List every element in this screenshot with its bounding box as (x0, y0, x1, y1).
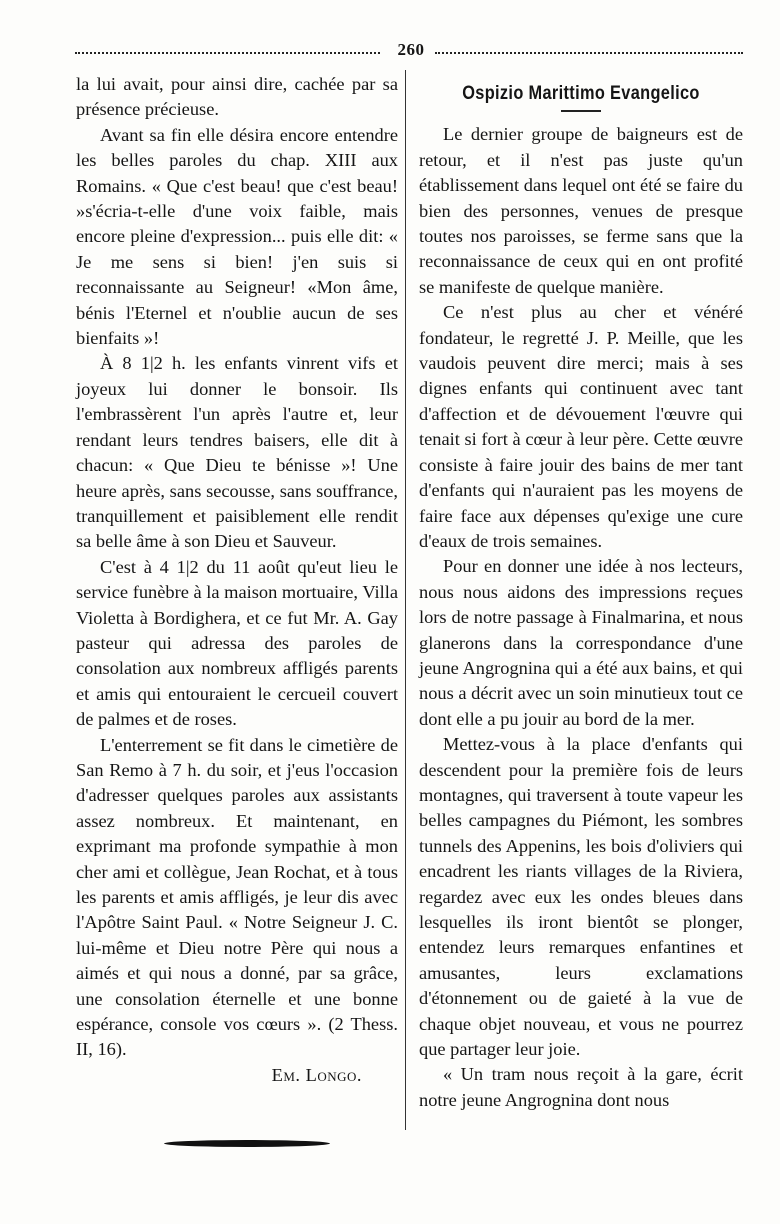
section-title: Ospizio Marittimo Evangelico (462, 83, 700, 104)
page-number: 260 (397, 40, 425, 59)
end-of-article-rule (164, 1140, 330, 1147)
header-rule-left (75, 52, 380, 54)
paragraph: À 8 1|2 h. les enfants vinrent vifs et joyeux lui donner le bonsoir. Ils l'embrassèrent l'un après l'autre et, leur rendant leurs tendres baisers, elle dit à chacun: « Que Dieu te bénisse »! Une heure après, sans secousse, sans souffrance, tranquillement et paisiblement elle rendit sa belle âme à son Dieu et Sauveur. (76, 353, 398, 552)
title-rule (561, 110, 601, 112)
signature-prefix: Em. (271, 1064, 306, 1085)
page-header (75, 40, 743, 60)
right-column (419, 81, 743, 1113)
paragraph: Avant sa fin elle désira encore entendre les belles paroles du chap. XIII aux Romains. « Que c'est beau! que c'est beau! »s'écria-t-elle d'une voix faible, mais encore pleine d'expression... puis elle dit: « Je me sens si bien! j'en suis si reconnaissante au Seigneur! «Mon âme, bénis l'Eternel et n'oublie aucun de ses bienfaits »! (76, 124, 398, 349)
paragraph: L'enterrement se fit dans le cimetière de San Remo à 7 h. du soir, et j'eus l'occasion d'adresser quelques paroles aux assistants assez nombreux. Et maintenant, en exprimant ma profonde sympathie à mon cher ami et collègue, Jean Rochat, et à tous les parents et amis affligés, je leur dis avec l'Apôtre Saint Paul. « Notre Seigneur J. C. lui-même et Dieu notre Père qui nous a aimés et qui nous a donné, par sa grâce, une consolation éternelle et une bonne espérance, console vos cœurs ». (2 Thess. II, 16). (76, 734, 398, 1060)
paragraph: « Un tram nous reçoit à la gare, écrit notre jeune Angrognina dont nous (419, 1064, 743, 1110)
paragraph: Ce n'est plus au cher et vénéré fondateur, le regretté J. P. Meille, que les vaudois peuvent dire merci; mais à ses dignes enfants qui continuent avec tant d'affection et de dévouement l'œuvre qui tenait si fort à cœur à leur père. Cette œuvre consiste à faire jouir des bains de mer tant d'enfants qui n'auraient pas les moyens de faire face aux dépenses qu'exige une cure d'eaux de trois semaines. (419, 302, 743, 551)
left-column (76, 72, 398, 1147)
paragraph: la lui avait, pour ainsi dire, cachée par sa présence précieuse. (76, 74, 398, 120)
column-divider (405, 70, 406, 1130)
paragraph: Pour en donner une idée à nos lecteurs, nous nous aidons des impressions reçues lors de notre passage à Finalmarina, et nous glanerons dans la correspondance d'une jeune Angrognina qui a été aux bains, et qui nous a décrit avec un soin minutieux tout ce dont elle a pu jouir au bord de la mer. (419, 556, 743, 729)
header-rule-right (435, 52, 743, 54)
signature-name: Longo. (305, 1064, 362, 1085)
paragraph: C'est à 4 1|2 du 11 août qu'eut lieu le service funèbre à la maison mortuaire, Villa Violetta à Bordighera, et ce fut Mr. A. Gay pasteur qui adressa des paroles de consolation aux nombreux affligés parents et amis qui entouraient le cercueil couvert de palmes et de roses. (76, 556, 398, 730)
author-signature (76, 1063, 398, 1088)
paragraph: Mettez-vous à la place d'enfants qui descendent pour la première fois de leurs montagnes, qui traversent à toute vapeur les belles campagnes du Piémont, les sombres tunnels des Appenins, les bois d'oliviers qui encadrent les riants villages de la Riviera, regardez avec eux les ondes bleues dans lesquelles ils iront bientôt se plonger, entendez leurs remarques enfantines et amusantes, leurs exclamations d'étonnement ou de gaieté à la vue de chaque objet nouveau, et vous ne pourrez que partager leur joie. (419, 734, 743, 1060)
paragraph: Le dernier groupe de baigneurs est de retour, et il n'est pas juste qu'un établissement dans lequel ont été se faire du bien des personnes, venues de presque toutes nos paroisses, se ferme sans que la reconnaissance de ceux qui en ont profité se manifeste de quelque manière. (419, 124, 743, 297)
